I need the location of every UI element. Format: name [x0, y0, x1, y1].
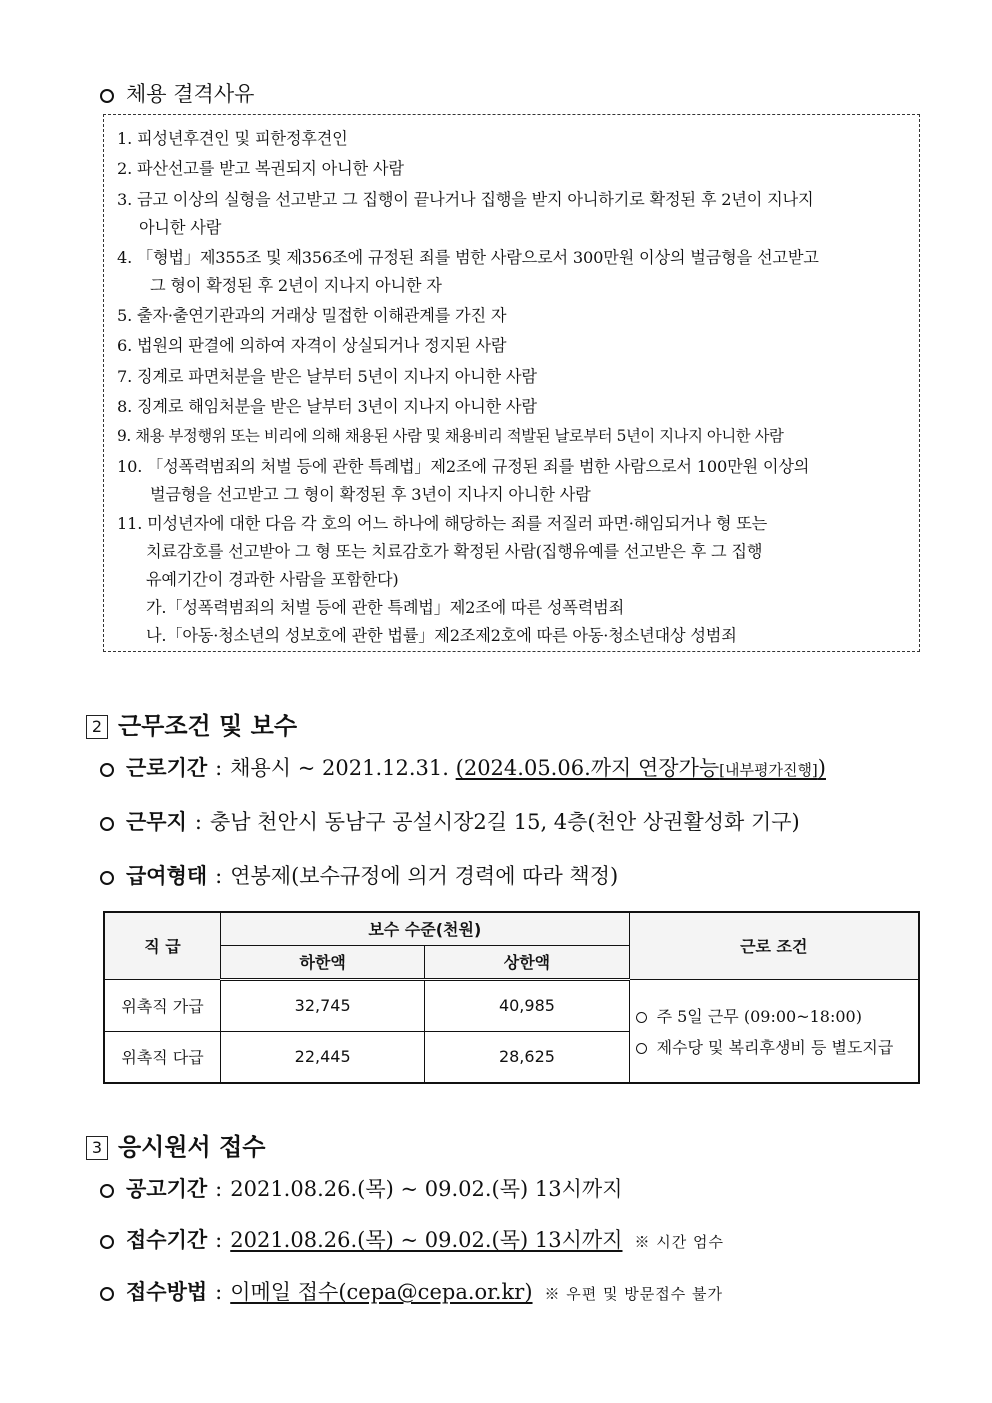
min-cell: 22,445	[221, 1031, 425, 1083]
section-number-box: 3	[86, 1136, 108, 1160]
grade-cell: 위촉직 다급	[104, 1031, 221, 1083]
dq-item-7: 7. 징계로 파면처분을 받은 날부터 5년이 지나지 아니한 사람	[117, 367, 537, 386]
dq-item-11: 11. 미성년자에 대한 다음 각 호의 어느 하나에 해당하는 죄를 저질러 파면·해임되거나 형 또는	[117, 514, 768, 533]
dq-item-4-cont: 그 형이 확정된 후 2년이 지나지 아니한 자	[150, 276, 442, 295]
max-cell: 40,985	[425, 979, 629, 1031]
header-max: 상한액	[425, 945, 629, 979]
condition-2: 제수당 및 복리후생비 등 별도지급	[636, 1035, 918, 1058]
pay-table	[103, 911, 920, 1084]
dq-item-1: 1. 피성년후견인 및 피한정후견인	[117, 129, 348, 148]
max-cell: 28,625	[425, 1031, 629, 1083]
min-cell: 32,745	[221, 979, 425, 1031]
circle-bullet-icon	[100, 871, 114, 885]
work-place-row: 근무지 : 충남 천안시 동남구 공설시장2길 15, 4층(천안 상권활성화 기구)	[100, 806, 800, 836]
email-link[interactable]: 이메일 접수(cepa@cepa.or.kr)	[230, 1280, 533, 1304]
circle-bullet-icon	[636, 1043, 647, 1054]
dq-item-3: 3. 금고 이상의 실형을 선고받고 그 집행이 끝나거나 집행을 받지 아니하기로 확정된 후 2년이 지나지	[117, 190, 814, 209]
condition-1: 주 5일 근무 (09:00~18:00)	[636, 1004, 918, 1027]
circle-bullet-icon	[100, 763, 114, 777]
dq-item-5: 5. 출자·출연기관과의 거래상 밀접한 이해관계를 가진 자	[117, 306, 507, 325]
grade-cell: 위촉직 가급	[104, 979, 221, 1031]
section-2-header	[86, 706, 297, 741]
conditions-cell	[629, 979, 919, 1083]
header-conditions: 근로 조건	[629, 912, 919, 979]
circle-bullet-icon	[100, 1287, 114, 1301]
dq-item-6: 6. 법원의 판결에 의하여 자격이 상실되거나 정지된 사람	[117, 336, 507, 355]
circle-bullet-icon	[100, 817, 114, 831]
extension-note: (2024.05.06.까지 연장가능[내부평가진행])	[455, 756, 826, 780]
disqualification-heading: 체용 결격사유	[100, 78, 254, 108]
pay-type-row: 급여형태 : 연봉제(보수규정에 의거 경력에 따라 책정)	[100, 860, 618, 890]
circle-bullet-icon	[636, 1012, 647, 1023]
circle-bullet-icon	[100, 1184, 114, 1198]
dq-item-3-cont: 아니한 사람	[139, 218, 222, 237]
dq-item-11-cont1: 치료감호를 선고받아 그 형 또는 치료감호가 확정된 사람(집행유예를 선고받은 후 그 집행	[146, 542, 763, 561]
header-grade: 직 급	[104, 912, 221, 979]
receipt-period-row: 접수기간 : 2021.08.26.(목) ~ 09.02.(목) 13시까지 ※ 시간 엄수	[100, 1224, 724, 1254]
section-2-title: 근무조건 및 보수	[118, 712, 297, 740]
dq-item-8: 8. 징계로 해임처분을 받은 날부터 3년이 지나지 아니한 사람	[117, 397, 537, 416]
section-3-header	[86, 1127, 265, 1162]
circle-bullet-icon	[100, 1235, 114, 1249]
dq-item-11-cont2: 유예기간이 경과한 사람을 포함한다)	[146, 570, 399, 589]
dq-item-4: 4. 「형법」제355조 및 제356조에 규정된 죄를 범한 사람으로서 300만원 이상의 벌금형을 선고받고	[117, 248, 819, 267]
table-row	[104, 979, 919, 1031]
dq-item-10: 10. 「성폭력범죄의 처벌 등에 관한 특례법」제2조에 규정된 죄를 범한 사람으로서 100만원 이상의	[117, 457, 810, 476]
section-number-box: 2	[86, 715, 108, 739]
dq-item-10-cont: 벌금형을 선고받고 그 형이 확정된 후 3년이 지나지 아니한 사람	[150, 485, 591, 504]
header-min: 하한액	[221, 945, 425, 979]
dq-item-11-b: 나.「아동·청소년의 성보호에 관한 법률」제2조제2호에 따른 아동·청소년대상 성범죄	[146, 626, 737, 645]
dq-item-11-a: 가.「성폭력범죄의 처벌 등에 관한 특례법」제2조에 따른 성폭력범죄	[146, 598, 625, 617]
work-period-row: 근로기간 : 채용시 ~ 2021.12.31. (2024.05.06.까지 연장가능[내부평가진행])	[100, 752, 826, 782]
dq-item-2: 2. 파산선고를 받고 복권되지 아니한 사람	[117, 159, 404, 178]
circle-bullet-icon	[100, 89, 114, 103]
header-pay-level: 보수 수준(천원)	[221, 912, 630, 945]
dq-item-9: 9. 채용 부정행위 또는 비리에 의해 채용된 사람 및 채용비리 적발된 날로부터 5년이 지나지 아니한 사람	[117, 427, 784, 445]
notice-period-row: 공고기간 : 2021.08.26.(목) ~ 09.02.(목) 13시까지	[100, 1173, 623, 1203]
receipt-method-row: 접수방법 : 이메일 접수(cepa@cepa.or.kr) ※ 우편 및 방문접수 불가	[100, 1276, 723, 1306]
section-3-title: 응시원서 접수	[118, 1133, 266, 1161]
